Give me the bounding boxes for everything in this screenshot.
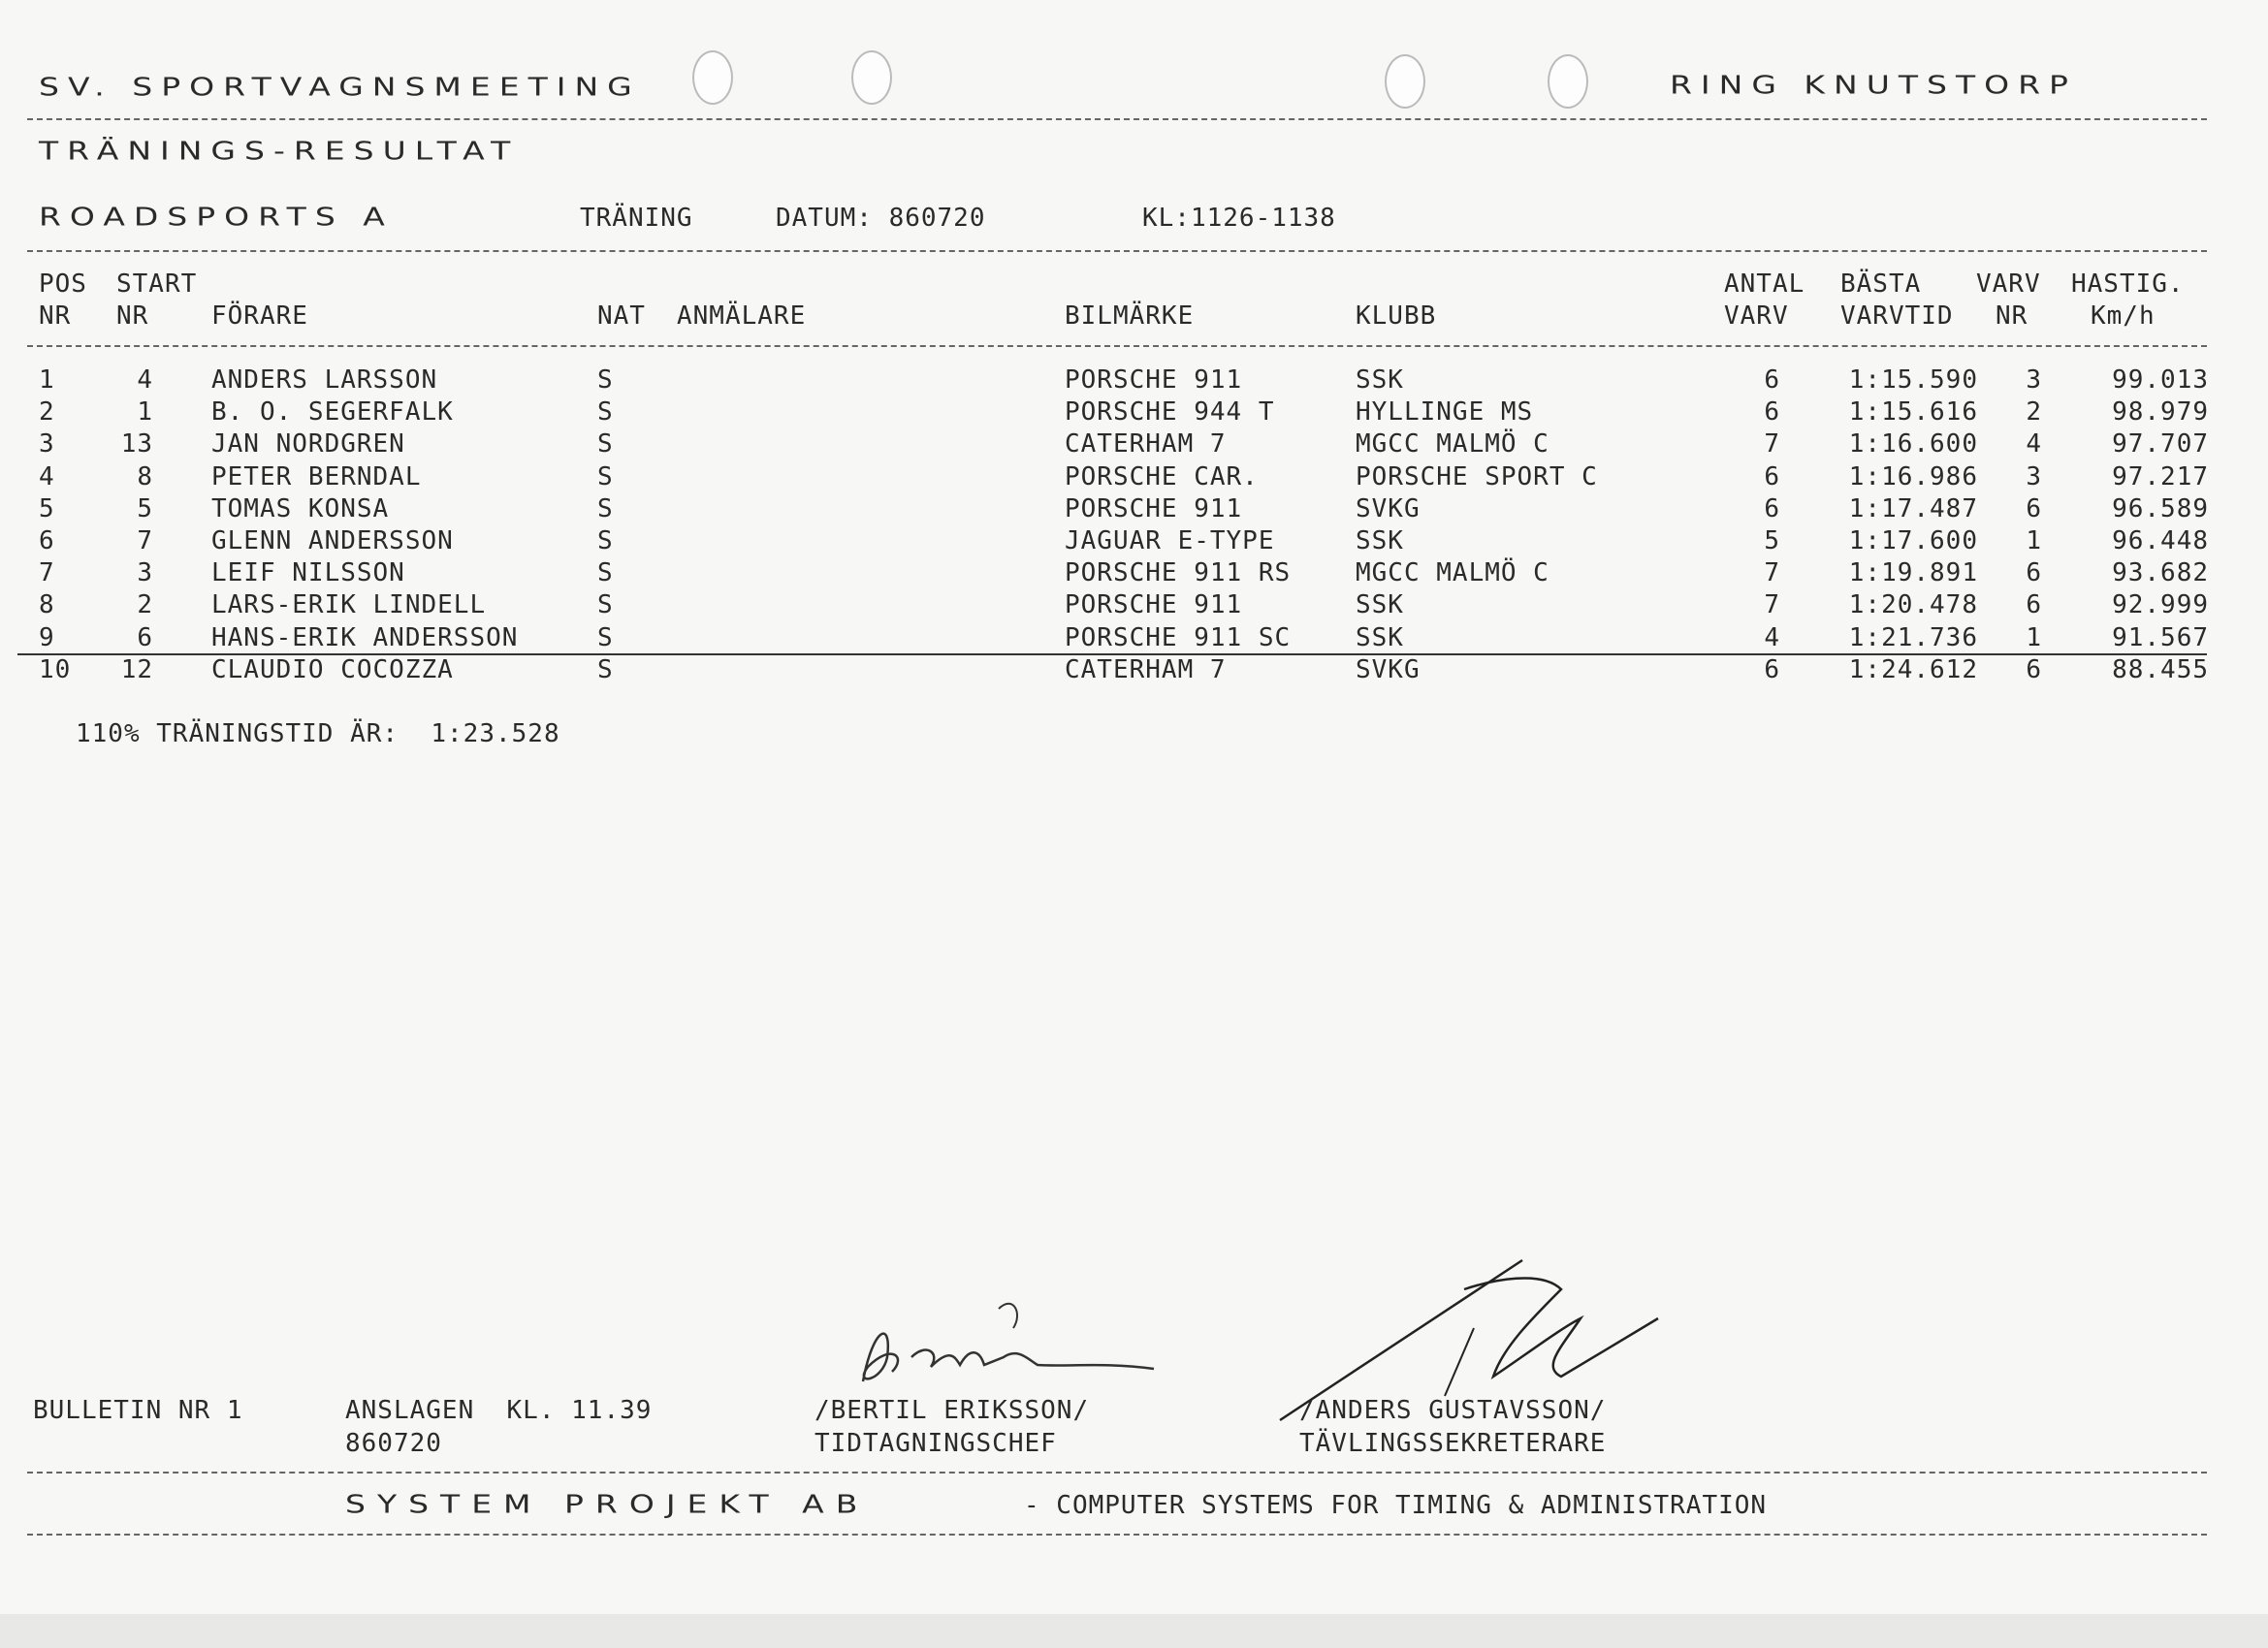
cell-start: 4 <box>137 365 153 395</box>
cell-club: SSK <box>1356 526 1404 555</box>
cell-best: 1:20.478 <box>1848 590 1978 620</box>
cell-speed: 93.682 <box>2112 558 2209 588</box>
company-name: SYSTEM PROJEKT AB <box>345 1489 870 1519</box>
cell-lap: 6 <box>2026 590 2042 620</box>
cell-laps: 7 <box>1764 558 1780 588</box>
class-title: ROADSPORTS A <box>39 202 394 232</box>
cell-car: PORSCHE 911 <box>1065 365 1243 395</box>
cell-lap: 6 <box>2026 493 2042 523</box>
cell-driver: LEIF NILSSON <box>211 558 405 588</box>
punch-hole <box>1548 54 1588 109</box>
cell-car: PORSCHE 911 RS <box>1065 558 1292 588</box>
cell-start: 12 <box>120 654 153 684</box>
cell-driver: CLAUDIO COCOZZA <box>211 654 454 684</box>
cell-car: PORSCHE CAR. <box>1065 461 1259 491</box>
cell-lap: 3 <box>2026 461 2042 491</box>
col-laps-top: ANTAL <box>1724 269 1805 299</box>
cell-speed: 92.999 <box>2112 590 2209 620</box>
venue-title: RING KNUTSTORP <box>1670 70 2077 100</box>
cell-driver: LARS-ERIK LINDELL <box>211 590 487 620</box>
cell-lap: 1 <box>2026 622 2042 652</box>
cell-driver: HANS-ERIK ANDERSSON <box>211 622 519 652</box>
cell-best: 1:16.600 <box>1848 429 1978 460</box>
cell-lap: 6 <box>2026 654 2042 684</box>
cell-speed: 98.979 <box>2112 397 2209 428</box>
cell-start: 6 <box>137 622 153 652</box>
cell-best: 1:17.600 <box>1848 526 1978 555</box>
cell-lap: 4 <box>2026 429 2042 460</box>
cell-club: MGCC MALMÖ C <box>1356 429 1549 460</box>
cell-best: 1:21.736 <box>1848 622 1978 652</box>
cell-best: 1:15.616 <box>1848 397 1978 428</box>
cell-laps: 6 <box>1764 397 1780 428</box>
cell-nat: S <box>597 493 614 523</box>
cell-best: 1:17.487 <box>1848 493 1978 523</box>
col-entrant: ANMÄLARE <box>677 301 807 331</box>
cell-car: CATERHAM 7 <box>1065 654 1227 684</box>
session-label: TRÄNING <box>580 204 693 233</box>
cell-pos: 9 <box>39 622 55 652</box>
cell-start: 1 <box>137 397 153 428</box>
cell-lap: 6 <box>2026 558 2042 588</box>
cell-nat: S <box>597 558 614 588</box>
cell-driver: PETER BERNDAL <box>211 461 422 491</box>
cell-nat: S <box>597 654 614 684</box>
cell-best: 1:15.590 <box>1848 365 1978 395</box>
cell-best: 1:19.891 <box>1848 558 1978 588</box>
cell-pos: 3 <box>39 429 55 460</box>
cell-laps: 4 <box>1764 622 1780 652</box>
punch-hole <box>692 50 733 105</box>
cell-pos: 1 <box>39 365 55 395</box>
cell-best: 1:24.612 <box>1848 654 1978 684</box>
cell-club: PORSCHE SPORT C <box>1356 461 1598 491</box>
divider <box>27 1472 2207 1474</box>
cell-lap: 3 <box>2026 365 2042 395</box>
cell-speed: 96.448 <box>2112 526 2209 555</box>
cell-car: PORSCHE 944 T <box>1065 397 1275 428</box>
cell-driver: GLENN ANDERSSON <box>211 526 454 555</box>
cell-pos: 5 <box>39 493 55 523</box>
signer2-name: /ANDERS GUSTAVSSON/ <box>1299 1396 1607 1425</box>
cell-start: 13 <box>120 429 153 460</box>
cell-start: 3 <box>137 558 153 588</box>
cell-lap: 1 <box>2026 526 2042 555</box>
col-pos-bottom: NR <box>39 301 72 331</box>
col-driver: FÖRARE <box>211 301 308 331</box>
cell-laps: 6 <box>1764 365 1780 395</box>
signer1-title: TIDTAGNINGSCHEF <box>815 1429 1057 1458</box>
cell-club: SVKG <box>1356 654 1421 684</box>
qualifying-note: 110% TRÄNINGSTID ÄR: 1:23.528 <box>76 719 560 748</box>
cell-club: SSK <box>1356 590 1404 620</box>
cell-nat: S <box>597 365 614 395</box>
cell-club: SSK <box>1356 365 1404 395</box>
cell-pos: 2 <box>39 397 55 428</box>
col-nat: NAT <box>597 301 646 331</box>
cell-pos: 8 <box>39 590 55 620</box>
cell-best: 1:16.986 <box>1848 461 1978 491</box>
cell-nat: S <box>597 622 614 652</box>
cell-car: PORSCHE 911 SC <box>1065 622 1292 652</box>
cell-car: PORSCHE 911 <box>1065 493 1243 523</box>
cell-laps: 6 <box>1764 461 1780 491</box>
divider <box>27 1534 2207 1536</box>
cell-speed: 97.217 <box>2112 461 2209 491</box>
cell-nat: S <box>597 429 614 460</box>
posted-date: 860720 <box>345 1429 442 1458</box>
cell-start: 8 <box>137 461 153 491</box>
cell-pos: 7 <box>39 558 55 588</box>
company-tagline: - COMPUTER SYSTEMS FOR TIMING & ADMINISTRATION <box>1024 1491 1768 1520</box>
col-lapno-top: VARV <box>1976 269 2041 299</box>
cell-laps: 6 <box>1764 654 1780 684</box>
col-club: KLUBB <box>1356 301 1437 331</box>
cell-nat: S <box>597 590 614 620</box>
cell-speed: 96.589 <box>2112 493 2209 523</box>
cell-speed: 88.455 <box>2112 654 2209 684</box>
punch-hole <box>1385 54 1425 109</box>
cell-pos: 10 <box>39 654 72 684</box>
col-car: BILMÄRKE <box>1065 301 1195 331</box>
cell-laps: 5 <box>1764 526 1780 555</box>
punch-hole <box>851 50 892 105</box>
cell-pos: 6 <box>39 526 55 555</box>
cell-driver: ANDERS LARSSON <box>211 365 438 395</box>
cell-pos: 4 <box>39 461 55 491</box>
cell-car: PORSCHE 911 <box>1065 590 1243 620</box>
cell-club: HYLLINGE MS <box>1356 397 1534 428</box>
cell-speed: 99.013 <box>2112 365 2209 395</box>
cell-car: CATERHAM 7 <box>1065 429 1227 460</box>
col-start-bottom: NR <box>116 301 149 331</box>
col-pos-top: POS <box>39 269 87 299</box>
bulletin-number: BULLETIN NR 1 <box>33 1396 243 1425</box>
col-speed-bottom: Km/h <box>2091 301 2156 331</box>
posted-time: ANSLAGEN KL. 11.39 <box>345 1396 653 1425</box>
col-start-top: START <box>116 269 198 299</box>
cell-lap: 2 <box>2026 397 2042 428</box>
time-label: KL:1126-1138 <box>1142 204 1336 233</box>
cell-club: SSK <box>1356 622 1404 652</box>
cell-speed: 91.567 <box>2112 622 2209 652</box>
col-best-bottom: VARVTID <box>1840 301 1954 331</box>
cell-start: 5 <box>137 493 153 523</box>
cell-laps: 6 <box>1764 493 1780 523</box>
cell-driver: JAN NORDGREN <box>211 429 405 460</box>
col-speed-top: HASTIG. <box>2071 269 2185 299</box>
cell-nat: S <box>597 397 614 428</box>
col-lapno-bottom: NR <box>1996 301 2028 331</box>
cell-laps: 7 <box>1764 429 1780 460</box>
cell-club: SVKG <box>1356 493 1421 523</box>
cell-start: 7 <box>137 526 153 555</box>
qualifying-cutoff-line <box>17 653 2207 655</box>
cell-driver: B. O. SEGERFALK <box>211 397 454 428</box>
signer1-name: /BERTIL ERIKSSON/ <box>815 1396 1090 1425</box>
cell-nat: S <box>597 526 614 555</box>
signer2-title: TÄVLINGSSEKRETERARE <box>1299 1429 1607 1458</box>
cell-laps: 7 <box>1764 590 1780 620</box>
divider <box>27 345 2207 347</box>
signature-bertil <box>834 1289 1164 1406</box>
cell-speed: 97.707 <box>2112 429 2209 460</box>
cell-car: JAGUAR E-TYPE <box>1065 526 1275 555</box>
date-label: DATUM: 860720 <box>776 204 986 233</box>
cell-nat: S <box>597 461 614 491</box>
divider <box>27 118 2207 120</box>
cell-driver: TOMAS KONSA <box>211 493 390 523</box>
divider <box>27 250 2207 252</box>
col-laps-bottom: VARV <box>1724 301 1789 331</box>
col-best-top: BÄSTA <box>1840 269 1922 299</box>
cell-start: 2 <box>137 590 153 620</box>
event-title: SV. SPORTVAGNSMEETING <box>39 72 641 102</box>
cell-club: MGCC MALMÖ C <box>1356 558 1549 588</box>
report-title: TRÄNINGS-RESULTAT <box>39 136 520 166</box>
